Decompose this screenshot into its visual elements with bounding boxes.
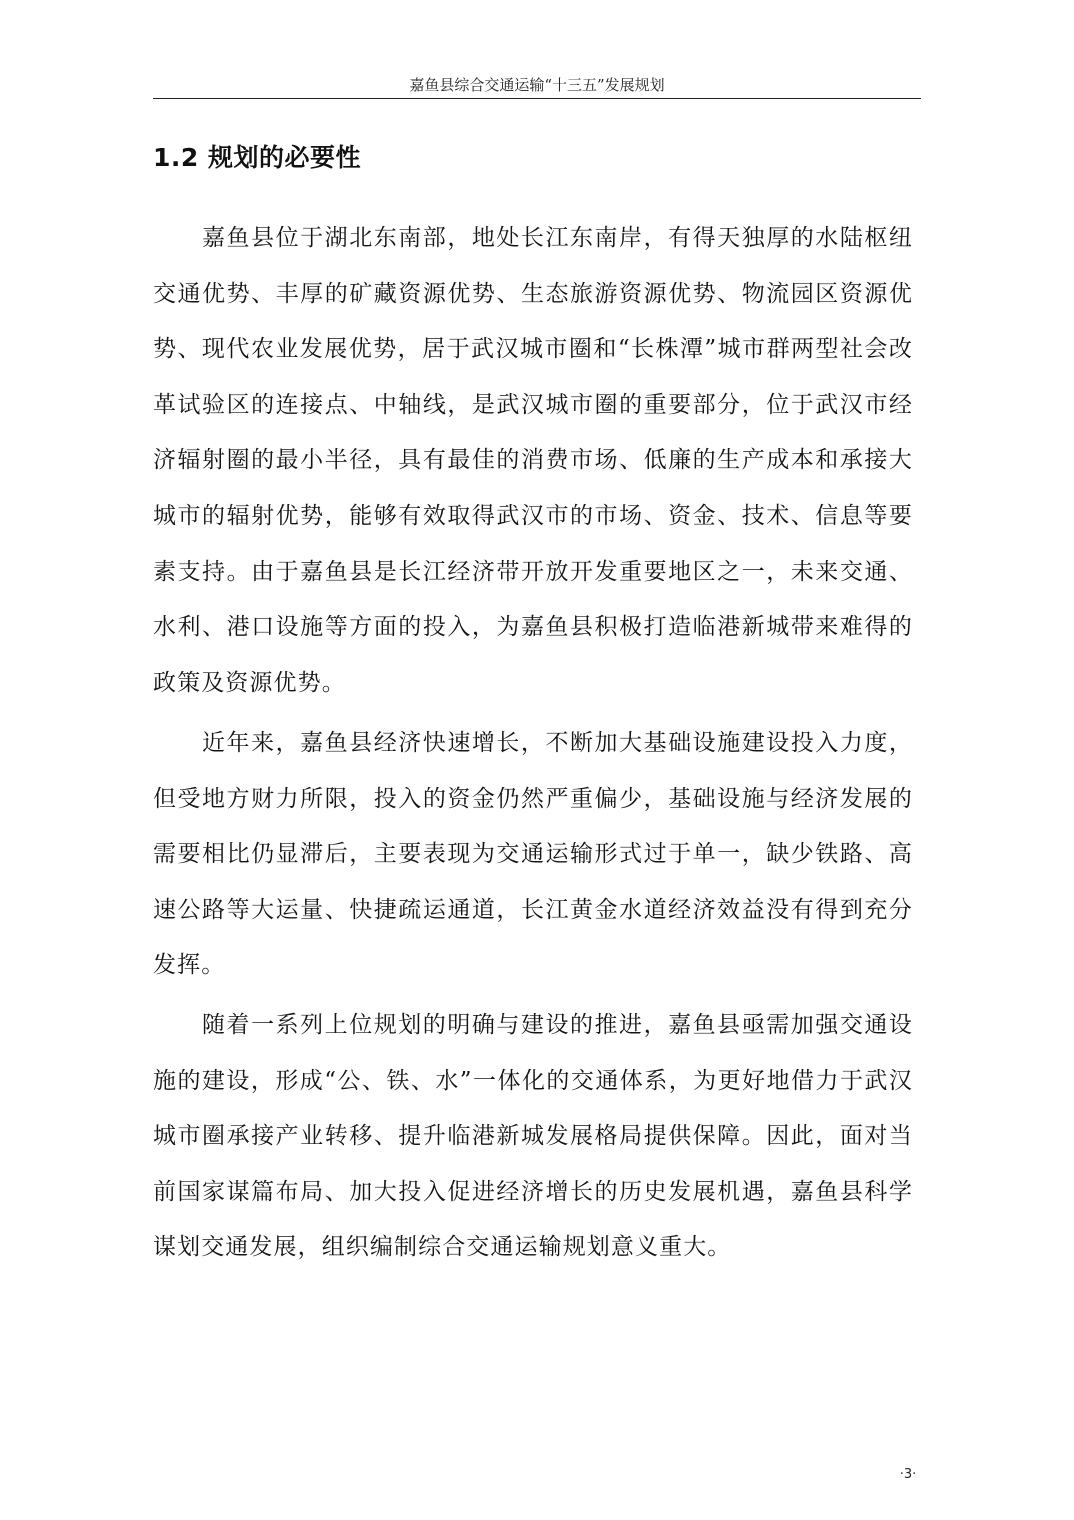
body-paragraph: 嘉鱼县位于湖北东南部，地处长江东南岸，有得天独厚的水陆枢纽交通优势、丰厚的矿藏资源优势、生态旅游资源优势、物流园区资源优势、现代农业发展优势，居于武汉城市圈和“长株潭”城市群两型社会改革试验区的连接点、中轴线，是武汉城市圈的重要部分，位于武汉市经济辐射圈的最小半径，具有最佳的消费市场、低廉的生产成本和承接大城市的辐射优势，能够有效取得武汉市的市场、资金、技术、信息等要素支持。由于嘉鱼县是长江经济带开放开发重要地区之一，未来交通、水利、港口设施等方面的投入，为嘉鱼县积极打造临港新城带来难得的政策及资源优势。 [153,225,913,696]
page-number: ·3· [899,1467,917,1482]
page-header [153,0,921,99]
header-title: 嘉鱼县综合交通运输“十三五”发展规划 [409,76,665,94]
body-paragraph: 近年来，嘉鱼县经济快速增长，不断加大基础设施建设投入力度，但受地方财力所限，投入的资金仍然严重偏少，基础设施与经济发展的需要相比仍显滞后，主要表现为交通运输形式过于单一，缺少铁路、高速公路等大运量、快捷疏运通道，长江黄金水道经济效益没有得到充分发挥。 [153,730,913,979]
body-paragraph: 随着一系列上位规划的明确与建设的推进，嘉鱼县亟需加强交通设施的建设，形成“公、铁、水”一体化的交通体系，为更好地借力于武汉城市圈承接产业转移、提升临港新城发展格局提供保障。因此，面对当前国家谋篇布局、加大投入促进经济增长的历史发展机遇，嘉鱼县科学谋划交通发展，组织编制综合交通运输规划意义重大。 [153,1012,913,1261]
section-heading: 1.2 规划的必要性 [153,143,361,172]
